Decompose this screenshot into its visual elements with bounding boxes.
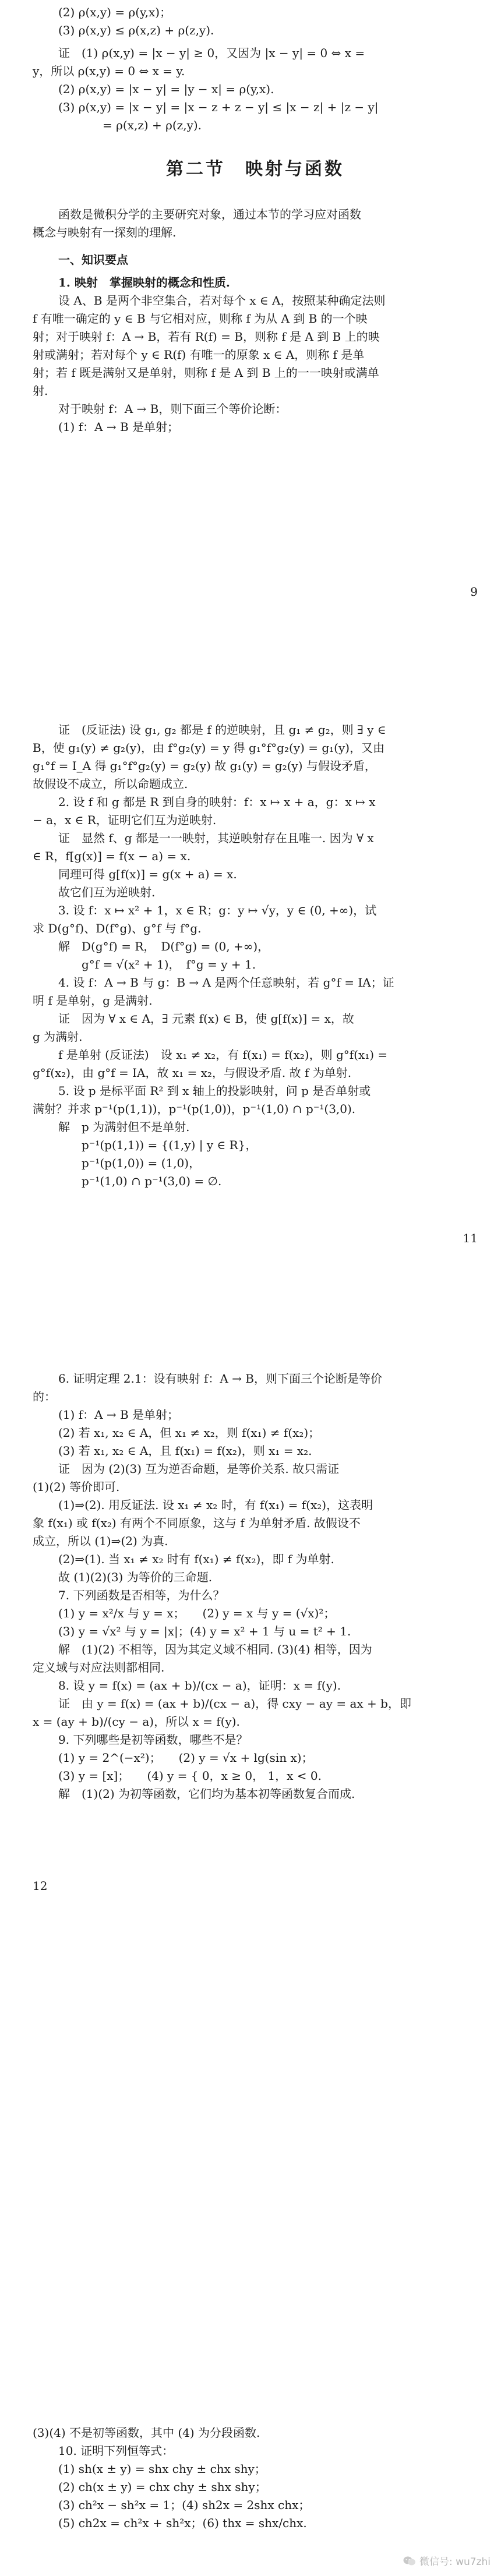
text-line: (1) f：A → B 是单射；: [58, 420, 179, 434]
page-number: 12: [33, 1879, 48, 1893]
text-line: 解 (1)(2) 为初等函数，它们均为基本初等函数复合而成.: [58, 1787, 355, 1801]
text-line: 证 由 y = f(x) = (ax + b)/(cx − a)，得 cxy − ay = ax + b，即: [58, 1697, 411, 1711]
text-line: 同理可得 g[f(x)] = g(x + a) = x.: [58, 867, 237, 881]
text-line: (3) ch²x − sh²x = 1；(4) sh2x = 2shx chx；: [58, 2498, 311, 2512]
page-4: [0, 1992, 501, 2576]
text-line: 8. 设 y = f(x) = (ax + b)/(cx − a)，证明：x = f(y).: [58, 1679, 341, 1692]
text-line: x = (ay + b)/(cy − a)，所以 x = f(y).: [33, 1715, 240, 1729]
text-line: f 是单射 (反证法) 设 x₁ ≠ x₂，有 f(x₁) = f(x₂)，则 g°f(x₁) =: [58, 1048, 388, 1062]
page-2: [0, 617, 501, 1305]
page-1: [0, 0, 501, 617]
text-line: (2) 若 x₁, x₂ ∈ A，但 x₁ ≠ x₂，则 f(x₁) ≠ f(x₂)；: [58, 1426, 320, 1440]
text-line: g 为满射.: [33, 1030, 83, 1044]
text-line: 3. 设 f：x ↦ x² + 1，x ∈ R；g：y ↦ √y，y ∈ (0, +∞)，试: [58, 903, 377, 917]
text-line: (3) 若 x₁, x₂ ∈ A，且 f(x₁) = f(x₂)，则 x₁ = x₂.: [58, 1444, 312, 1458]
text-line: (1) f：A → B 是单射；: [58, 1408, 179, 1422]
text-line: 的：: [33, 1390, 56, 1404]
text-line: B，使 g₁(y) ≠ g₂(y)，由 f°g₂(y) = y 得 g₁°f°g₂(y) = g₁(y)，又由: [33, 741, 385, 755]
text-line: 解 (1)(2) 不相等，因为其定义域不相同. (3)(4) 相等，因为: [58, 1642, 372, 1656]
text-line: 6. 证明定理 2.1：设有映射 f：A → B，则下面三个论断是等价: [58, 1372, 382, 1386]
text-line: p⁻¹(p(1,0)) = (1,0)，: [82, 1156, 201, 1170]
text-line: − a，x ∈ R，证明它们互为逆映射.: [33, 813, 217, 827]
text-line: 满射？并求 p⁻¹(p(1,1))，p⁻¹(p(1,0))，p⁻¹(1,0) ∩ p⁻¹(3,0).: [33, 1102, 356, 1116]
text-line: 4. 设 f：A → B 与 g：B → A 是两个任意映射，若 g°f = IA；证: [58, 976, 394, 990]
text-line: 定义域与对应法则都相同.: [33, 1660, 165, 1674]
text-line: 射或满射；若对每个 y ∈ R(f) 有唯一的原象 x ∈ A，则称 f 是单: [33, 348, 365, 362]
text-line: 证 因为 (2)(3) 互为逆否命题，是等价关系. 故只需证: [58, 1462, 340, 1476]
text-line: 故 (1)(2)(3) 为等价的三命题.: [58, 1570, 213, 1584]
text-line: (3) y = √x² 与 y = |x|；(4) y = x² + 1 与 u = t² + 1.: [58, 1624, 351, 1638]
text-line: (5) ch2x = ch²x + sh²x；(6) thx = shx/chx.: [58, 2516, 307, 2530]
knowledge-heading: 一、知识要点: [58, 253, 128, 267]
text-line: (1) y = x²/x 与 y = x； (2) y = x 与 y = (√x)²；: [58, 1606, 336, 1620]
text-line: y，所以 ρ(x,y) = 0 ⇔ x = y.: [33, 64, 185, 78]
text-line: (3)(4) 不是初等函数，其中 (4) 为分段函数.: [33, 2426, 260, 2440]
text-line: 概念与映射有一探刻的理解.: [33, 225, 177, 239]
text-line: (1) sh(x ± y) = shx chy ± chx shy；: [58, 2462, 266, 2476]
text-line: g₁°f = I_A 得 g₁°f°g₂(y) = g₂(y) 故 g₁(y) = g₂(y) 与假设矛盾，: [33, 759, 376, 773]
page-number: 11: [463, 1231, 478, 1245]
text-line: g°f = √(x² + 1)， f°g = y + 1.: [82, 957, 256, 971]
text-line: (1)(2) 等价即可.: [33, 1480, 120, 1494]
text-line: 证 (反证法) 设 g₁, g₂ 都是 f 的逆映射，且 g₁ ≠ g₂，则 ∃ y ∈: [58, 723, 386, 737]
page-number: 9: [470, 585, 478, 599]
text-line: 证 显然 f、g 都是一一映射，其逆映射存在且唯一. 因为 ∀ x: [58, 831, 374, 845]
text-line: (2) ch(x ± y) = chx chy ± shx shy；: [58, 2480, 267, 2494]
text-line: 射.: [33, 384, 48, 398]
watermark: [403, 2553, 491, 2568]
text-line: ∈ R，f[g(x)] = f(x − a) = x.: [33, 849, 191, 863]
text-line: 设 A、B 是两个非空集合，若对每个 x ∈ A，按照某种确定法则: [58, 294, 386, 308]
page-3: [0, 1305, 501, 1992]
text-line: 求 D(g°f)、D(f°g)、g°f 与 f°g.: [33, 921, 202, 935]
point1-title: 1. 映射 掌握映射的概念和性质.: [58, 275, 230, 289]
text-line: 对于映射 f：A → B，则下面三个等价论断：: [58, 402, 287, 416]
text-line: p⁻¹(1,0) ∩ p⁻¹(3,0) = ∅.: [82, 1174, 222, 1188]
text-line: 成立，所以 (1)⇒(2) 为真.: [33, 1534, 168, 1548]
text-line: f 有唯一确定的 y ∈ B 与它相对应，则称 f 为从 A 到 B 的一个映: [33, 312, 368, 326]
text-line: 9. 下列哪些是初等函数，哪些不是？: [58, 1733, 248, 1747]
text-line: 象 f(x₁) 或 f(x₂) 有两个不同原象，这与 f 为单射矛盾. 故假设不: [33, 1516, 361, 1530]
text-line: 解 p 为满射但不是单射.: [58, 1120, 190, 1134]
text-line: g°f(x₂)，由 g°f = IA，故 x₁ = x₂，与假设矛盾. 故 f 为单射.: [33, 1066, 352, 1080]
text-line: p⁻¹(p(1,1)) = {(1,y) | y ∈ R}，: [82, 1138, 257, 1152]
text-line: 故它们互为逆映射.: [58, 885, 156, 899]
text-line: 函数是微积分学的主要研究对象，通过本节的学习应对函数: [58, 207, 361, 221]
text-line: (3) y = [x]； (4) y = { 0，x ≥ 0， 1，x < 0.: [58, 1769, 322, 1783]
text-line: = ρ(x,z) + ρ(z,y).: [103, 118, 202, 132]
text-line: (3) ρ(x,y) ≤ ρ(x,z) + ρ(z,y).: [58, 23, 214, 37]
text-line: 故假设不成立，所以命题成立.: [33, 777, 188, 791]
watermark-text: 微信号: wu7zhi: [419, 2556, 491, 2568]
text-line: (2) ρ(x,y) = ρ(y,x)；: [58, 5, 172, 19]
text-line: (1)⇒(2). 用反证法. 设 x₁ ≠ x₂ 时，有 f(x₁) = f(x₂)，这表明: [58, 1498, 373, 1512]
text-line: 射；若 f 既是满射又是单射，则称 f 是 A 到 B 上的一一映射或满单: [33, 366, 379, 380]
text-line: 解 D(g°f) = R， D(f°g) = (0, +∞)，: [58, 939, 270, 953]
text-line: 7. 下列函数是否相等，为什么？: [58, 1588, 225, 1602]
text-line: (3) ρ(x,y) = |x − y| = |x − z + z − y| ≤ |x − z| + |z − y|: [58, 100, 379, 114]
wechat-icon: [403, 2556, 416, 2566]
text-line: (1) y = 2^(−x²)； (2) y = √x + lg(sin x)；: [58, 1751, 313, 1765]
text-line: 5. 设 p 是标平面 R² 到 x 轴上的投影映射，问 p 是否单射或: [58, 1084, 371, 1098]
text-line: 证 因为 ∀ x ∈ A，∃ 元素 f(x) ∈ B，使 g[f(x)] = x，故: [58, 1012, 354, 1026]
section-title: 第二节 映射与函数: [166, 159, 344, 179]
text-line: 10. 证明下列恒等式：: [58, 2444, 174, 2458]
text-line: 证 (1) ρ(x,y) = |x − y| ≥ 0，又因为 |x − y| = 0 ⇔ x =: [58, 46, 365, 60]
text-line: 明 f 是单射，g 是满射.: [33, 994, 153, 1008]
text-line: (2) ρ(x,y) = |x − y| = |y − x| = ρ(y,x).: [58, 82, 274, 96]
text-line: 2. 设 f 和 g 都是 R 到自身的映射：f：x ↦ x + a，g：x ↦ x: [58, 795, 376, 809]
text-line: (2)⇒(1). 当 x₁ ≠ x₂ 时有 f(x₁) ≠ f(x₂)，即 f 为单射.: [58, 1552, 334, 1566]
text-line: 射；对于映射 f：A → B，若有 R(f) = B，则称 f 是 A 到 B 上的映: [33, 330, 380, 344]
